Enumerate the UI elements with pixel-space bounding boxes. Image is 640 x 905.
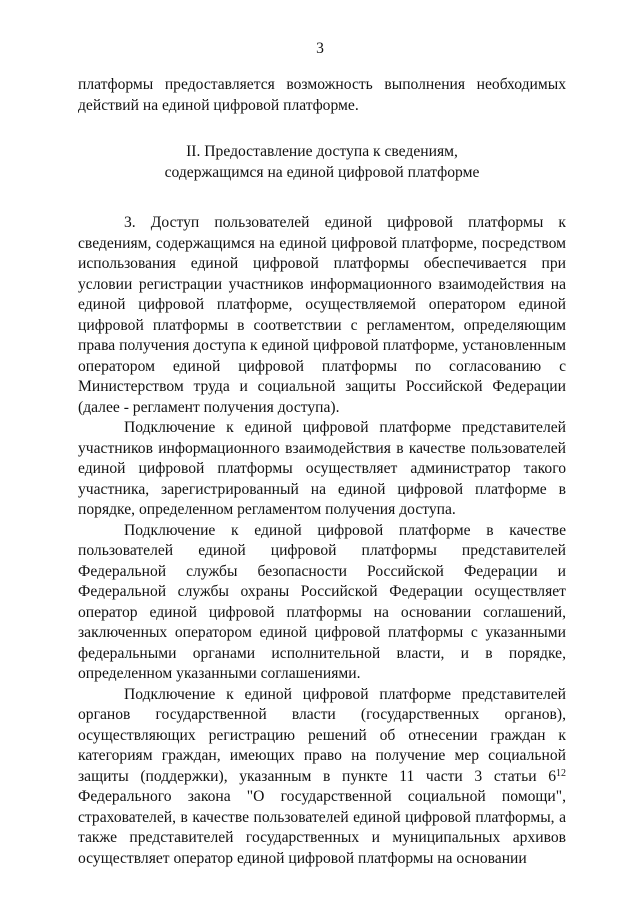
section-heading-line-2: содержащимся на единой цифровой платформе xyxy=(164,163,480,181)
page-number: 3 xyxy=(316,40,324,57)
paragraph-connection-participants: Подключение к единой цифровой платформе представителей участников информационного взаимодействия в качестве пользователей единой цифровой платформы осуществляет администратор такого участника, зарегистрированный на единой цифровой платформе в порядке, определенном регламентом получения доступа. xyxy=(78,419,566,518)
paragraph-text-end: Федерального закона "О государственной социальной помощи", страхователей, в качестве пользователей единой цифровой платформы, а также представителей государственных и муниципальных архивов осуществляет оператор единой цифровой платформы на основании xyxy=(78,788,566,867)
paragraph-3: 3. Доступ пользователей единой цифровой платформы к сведениям, содержащимся на единой цифровой платформе, посредством использования единой цифровой платформы обеспечивается при условии регистрации участников информационного взаимодействия на единой цифровой платформе, осуществляемой оператором единой цифровой платформы в соответствии с регламентом, определяющим права получения доступа к единой цифровой платформе, установленным оператором единой цифровой платформы по согласованию с Министерством труда и социальной защиты Российской Федерации (далее - регламент получения доступа). xyxy=(78,214,566,416)
paragraph-connection-security-services: Подключение к единой цифровой платформе в качестве пользователей единой цифровой платформы представителей Федеральной службы безопасности Российской Федерации и Федеральной службы охраны Российской Федерации осуществляет оператор единой цифровой платформы на основании соглашений, заключенных оператором единой цифровой платформы с указанными федеральными органами исполнительной власти, и в порядке, определенном указанными соглашениями. xyxy=(78,521,566,682)
section-heading-line-1: II. Предоставление доступа к сведениям, xyxy=(186,143,458,160)
document-body xyxy=(78,75,566,869)
section-heading xyxy=(78,142,566,183)
paragraph-text-start: Подключение к единой цифровой платформе представителей органов государственной власти (государственных органов), осуществляющих регистрацию решений об отнесении граждан к категориям граждан, имеющих право на получение мер социальной защиты (поддержки), указанным в пункте 11 части 3 статьи 6 xyxy=(78,685,566,785)
superscript-12: 12 xyxy=(556,767,566,779)
intro-paragraph: платформы предоставляется возможность выполнения необходимых действий на единой цифровой платформе. xyxy=(78,76,566,114)
paragraph-connection-government-bodies xyxy=(78,685,566,870)
